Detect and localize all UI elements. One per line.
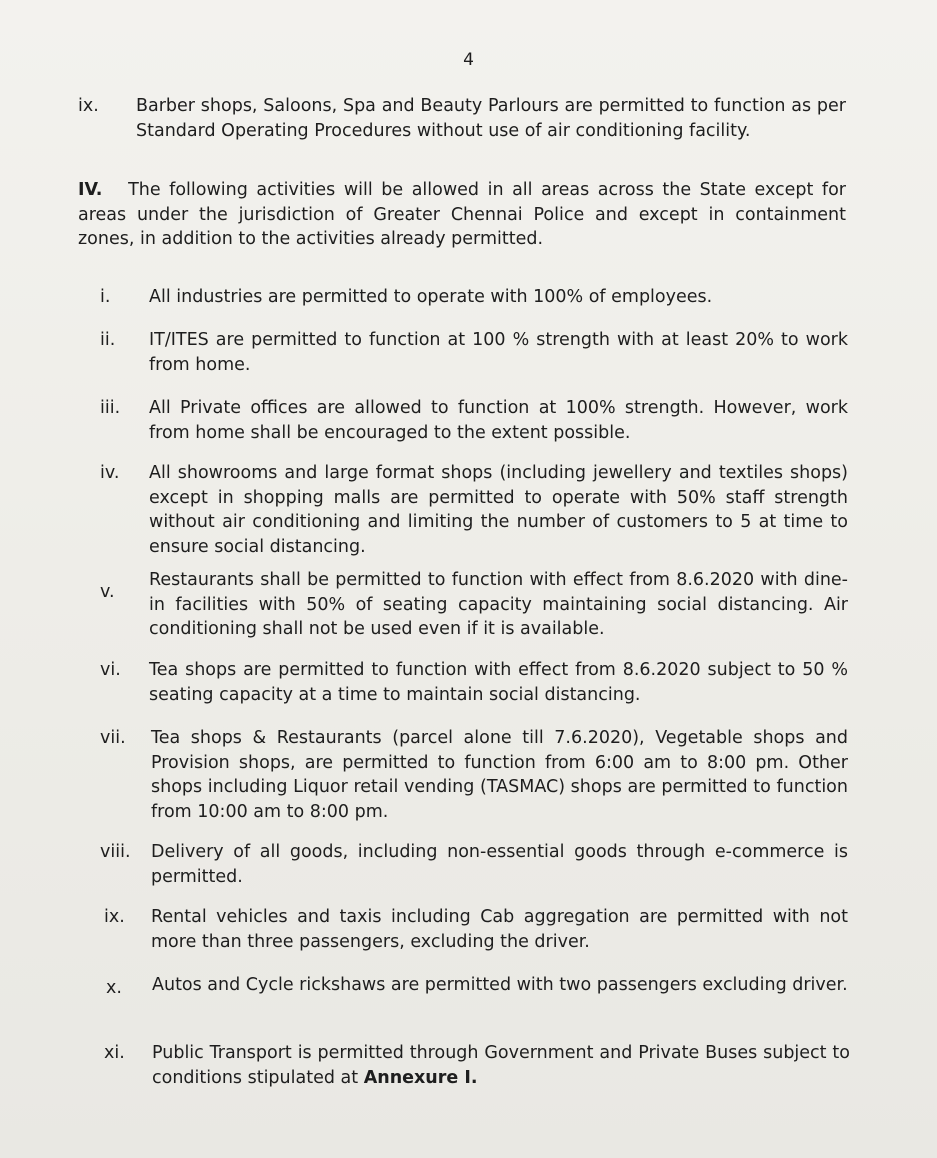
list-item-text: Delivery of all goods, including non-essential goods through e-commerce is permitted.: [151, 842, 848, 887]
section-label: IV.: [78, 180, 103, 200]
list-item-number: v.: [100, 582, 115, 602]
list-item-text: Rental vehicles and taxis including Cab aggregation are permitted with not more than three passengers, excluding the driver.: [151, 907, 848, 952]
page-number: 4: [463, 50, 474, 70]
list-item-number: i.: [100, 287, 111, 307]
list-item-number: x.: [106, 978, 122, 998]
section-iv-paragraph: [78, 178, 846, 252]
list-item-number: iv.: [100, 463, 120, 483]
list-item-number: vi.: [100, 660, 121, 680]
list-item-text: Tea shops are permitted to function with effect from 8.6.2020 subject to 50 % seating capacity at a time to maintain social distancing.: [149, 660, 848, 705]
list-item-number: vii.: [100, 728, 126, 748]
list-item-text: All industries are permitted to operate with 100% of employees.: [149, 287, 713, 307]
list-item-number: iii.: [100, 398, 121, 418]
annexure-reference: Annexure I.: [363, 1067, 478, 1088]
list-item-text: All showrooms and large format shops (including jewellery and textiles shops) except in shopping malls are permitted to operate with 50% staff strength without air conditioning and limiting the number of customers to 5 at time to ensure social distancing.: [149, 463, 848, 557]
list-item-text: [152, 1041, 850, 1090]
list-item-number: viii.: [100, 842, 131, 862]
list-item-number: ii.: [100, 330, 116, 350]
list-item-text: All Private offices are allowed to function at 100% strength. However, work from home shall be encouraged to the extent possible.: [149, 398, 848, 443]
list-item-number: xi.: [104, 1043, 125, 1063]
list-item-text: Tea shops & Restaurants (parcel alone till 7.6.2020), Vegetable shops and Provision shops, are permitted to function from 6:00 am to 8:00 pm. Other shops including Liquor retail vending (TASMAC) shops are permitted to function from 10:00 am to 8:00 pm.: [151, 728, 848, 822]
section-text: The following activities will be allowed in all areas across the State except for areas under the jurisdiction of Greater Chennai Police and except in containment zones, in addition to the activities already permitted.: [78, 180, 846, 249]
list-item-text: Restaurants shall be permitted to function with effect from 8.6.2020 with dine-in facilities with 50% of seating capacity maintaining social distancing. Air conditioning shall not be used even if it is available.: [149, 570, 848, 639]
list-item-number: ix.: [104, 907, 125, 927]
list-item-text-body: Public Transport is permitted through Government and Private Buses subject to conditions stipulated at: [152, 1043, 850, 1088]
list-item-text: IT/ITES are permitted to function at 100 % strength with at least 20% to work from home.: [149, 330, 848, 375]
list-item-text: Autos and Cycle rickshaws are permitted with two passengers excluding driver.: [152, 975, 848, 995]
list-item-number: ix.: [78, 96, 99, 116]
list-item-text: Barber shops, Saloons, Spa and Beauty Parlours are permitted to function as per Standard Operating Procedures without use of air conditioning facility.: [136, 96, 846, 141]
